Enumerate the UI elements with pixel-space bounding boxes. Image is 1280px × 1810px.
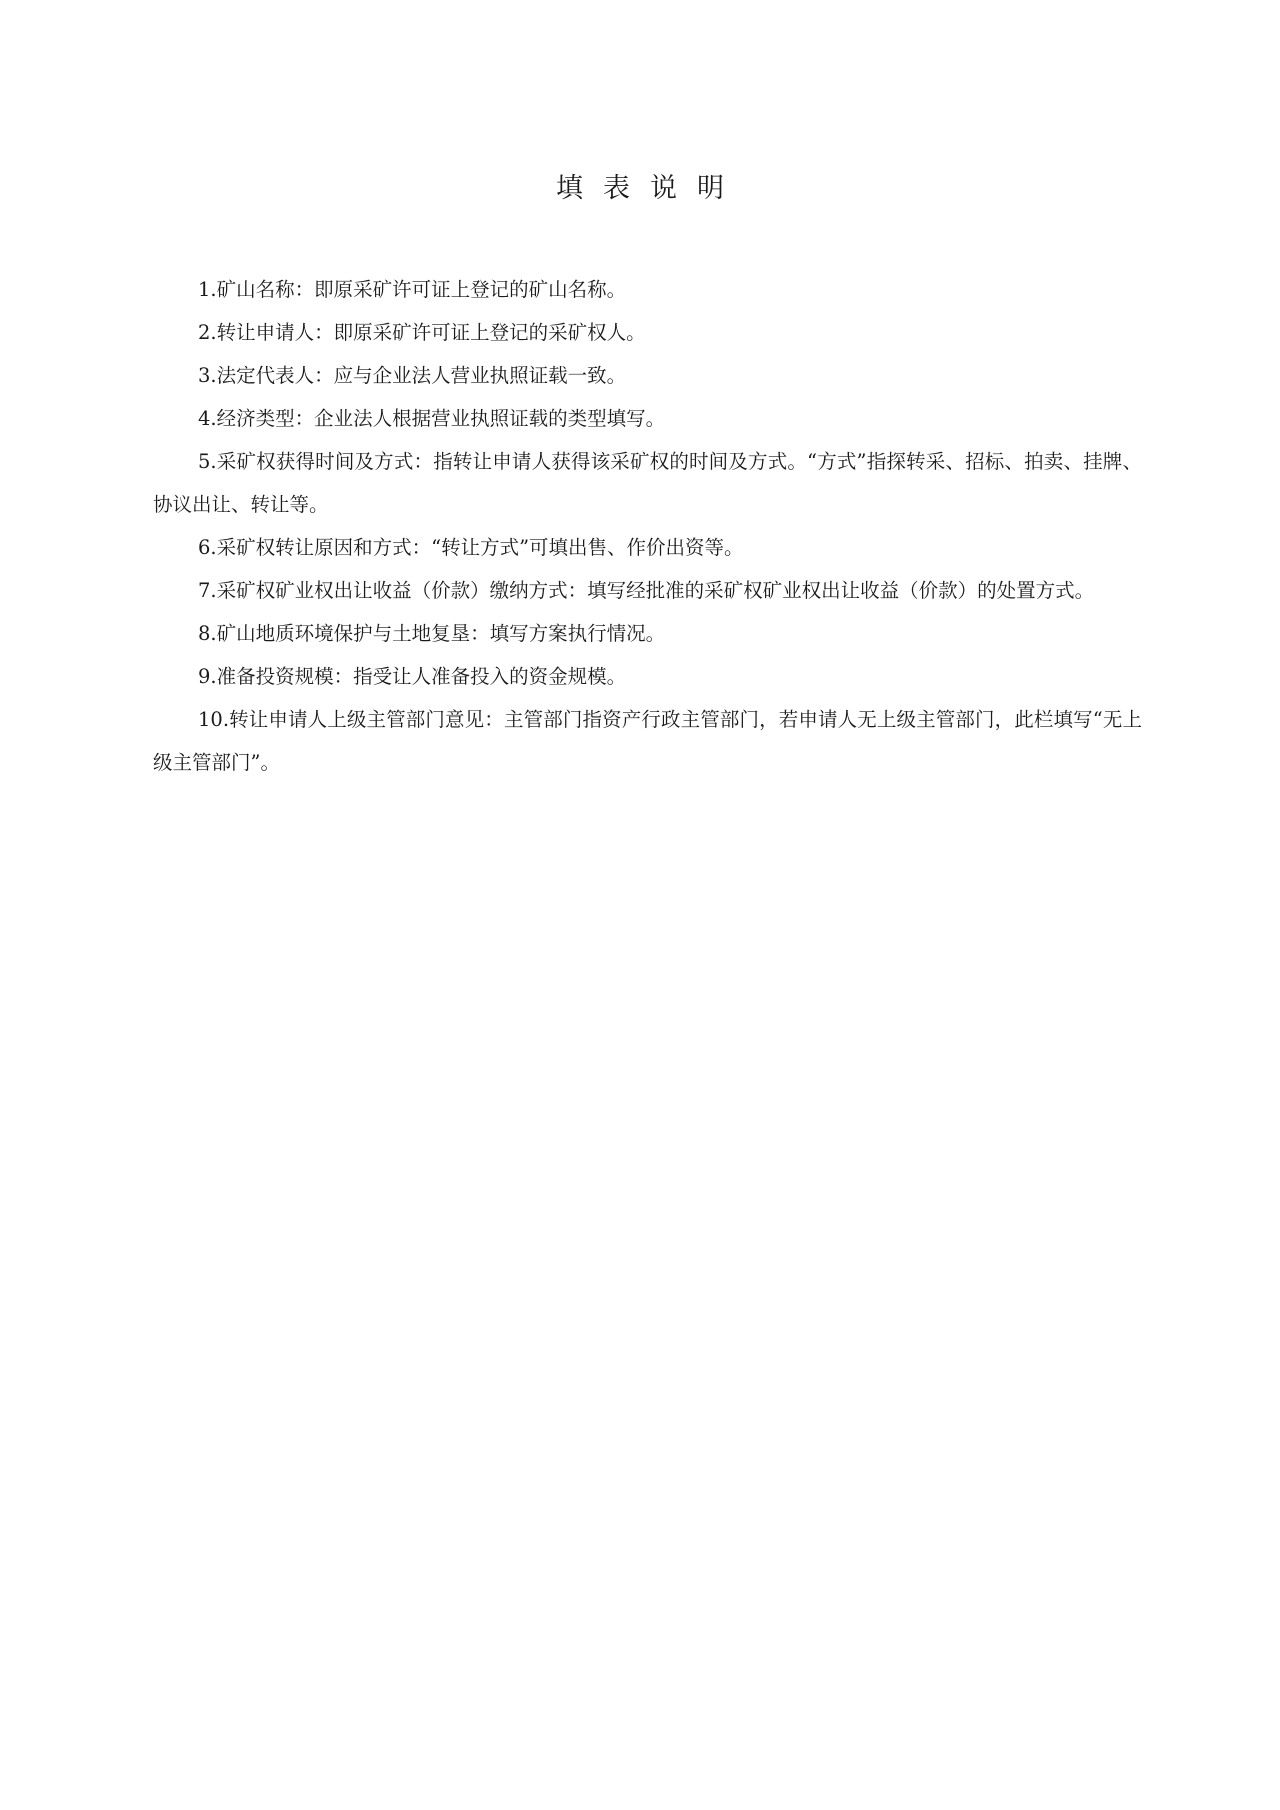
instruction-item	[153, 397, 1142, 440]
item-text: 应与企业法人营业执照证载一致。	[333, 364, 627, 387]
page-title: 填表说明	[556, 173, 744, 204]
instruction-item	[153, 526, 1142, 569]
item-label: 3.法定代表人：	[198, 364, 334, 387]
instruction-item	[153, 354, 1142, 397]
item-label: 1.矿山名称：	[198, 278, 315, 301]
instruction-item	[153, 569, 1142, 612]
item-text: 指转让申请人获得该采矿权的时间及方式。“方式”指探转采、招标、拍卖、挂牌、协议出让、转让等。	[153, 450, 1142, 516]
item-text: 企业法人根据营业执照证载的类型填写。	[314, 407, 666, 430]
item-label: 4.经济类型：	[198, 407, 315, 430]
instruction-item	[153, 440, 1142, 526]
item-text: 填写方案执行情况。	[489, 622, 666, 645]
item-label: 5.采矿权获得时间及方式：	[198, 450, 434, 473]
item-text: 填写经批准的采矿权矿业权出让收益（价款）的处置方式。	[587, 579, 1095, 602]
item-text: 主管部门指资产行政主管部门，若申请人无上级主管部门，此栏填写“无上级主管部门”。	[153, 708, 1142, 774]
item-text: “转让方式”可填出售、作价出资等。	[431, 536, 744, 559]
item-label: 9.准备投资规模：	[198, 665, 354, 688]
item-label: 7.采矿权矿业权出让收益（价款）缴纳方式：	[198, 579, 588, 602]
instruction-item	[153, 311, 1142, 354]
item-label: 6.采矿权转让原因和方式：	[198, 536, 432, 559]
item-text: 即原采矿许可证上登记的矿山名称。	[314, 278, 627, 301]
instruction-item	[153, 268, 1142, 311]
item-label: 8.矿山地质环境保护与土地复垦：	[198, 622, 490, 645]
item-text: 指受让人准备投入的资金规模。	[353, 665, 627, 688]
item-text: 即原采矿许可证上登记的采矿权人。	[333, 321, 646, 344]
instruction-item	[153, 698, 1142, 784]
instruction-item	[153, 655, 1142, 698]
item-label: 2.转让申请人：	[198, 321, 334, 344]
item-label: 10.转让申请人上级主管部门意见：	[198, 708, 504, 731]
instructions-list	[153, 268, 1142, 784]
instruction-item	[153, 612, 1142, 655]
